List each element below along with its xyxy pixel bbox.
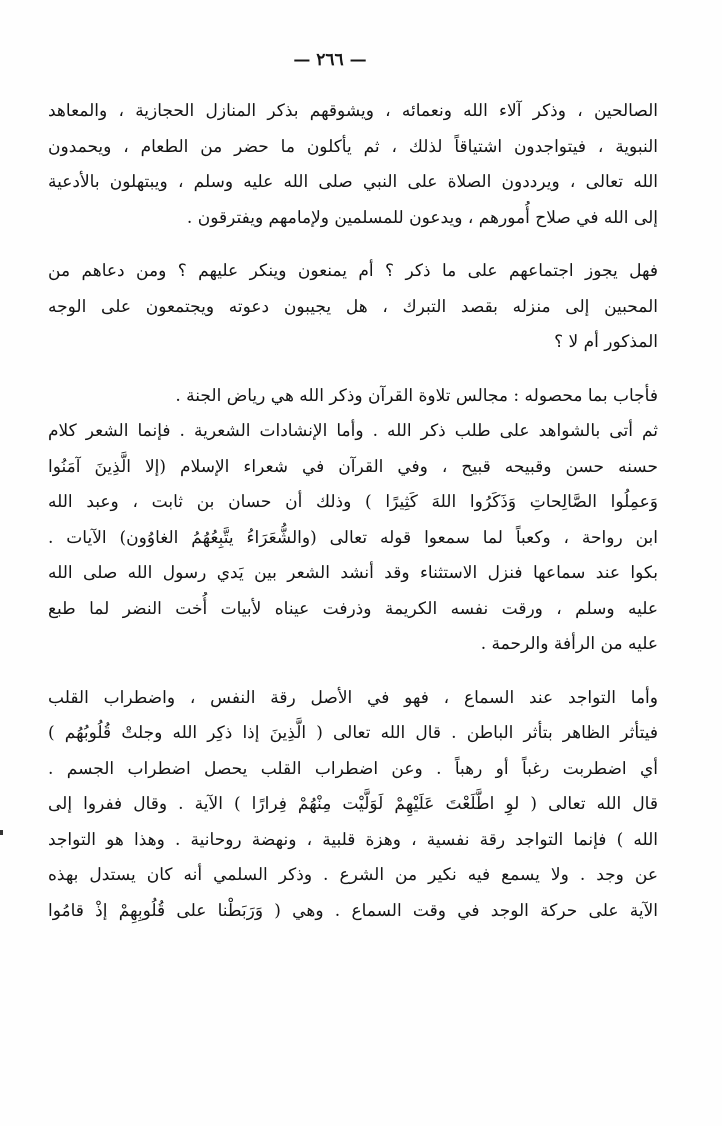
text-line: عليه وسلم ، ورقت نفسه الكريمة وذرفت عيناه لأبيات أُخت النضر لما طبع bbox=[48, 598, 658, 619]
text-line: إلى الله في صلاح أُمورهم ، ويدعون للمسلمين ولإمامهم ويفترقون . bbox=[186, 207, 658, 228]
paragraph bbox=[48, 254, 658, 361]
paragraph bbox=[48, 681, 658, 930]
text-line: الصالحين ، وذكر آلاء الله ونعمائه ، ويشوقهم بذكر المنازل الحجازية ، والمعاهد bbox=[48, 101, 658, 121]
paragraph bbox=[48, 94, 658, 236]
body-text bbox=[48, 94, 658, 929]
text-line: ثم أتى بالشواهد على طلب ذكر الله . وأما الإنشادات الشعرية . فإنما الشعر كلام bbox=[48, 421, 658, 441]
text-line: المذكور أم لا ؟ bbox=[554, 332, 658, 352]
paragraph bbox=[48, 379, 658, 663]
text-line: وأما التواجد عند السماع ، فهو في الأصل رقة النفس ، واضطراب القلب bbox=[48, 687, 658, 708]
text-line: عن وجد . ولا يسمع فيه نكير من الشرع . وذكر السلمي أنه كان يستدل بهذه bbox=[48, 865, 658, 885]
text-line: أي اضطربت رغباً أو رهباً . وعن اضطراب القلب يحصل اضطراب الجسم . bbox=[48, 758, 658, 779]
text-line: الآية على حركة الوجد في وقت السماع . وهي ( وَرَبَطْنا على قُلُوبِهِمْ إذْ قامُوا bbox=[48, 900, 658, 921]
text-line: فأجاب بما محصوله : مجالس تلاوة القرآن وذكر الله هي رياض الجنة . bbox=[175, 385, 658, 406]
text-line: المحبين إلى منزله بقصد التبرك ، هل يجيبون دعوته ويجتمعون على الوجه bbox=[48, 296, 658, 317]
text-line: الله تعالى ، ويرددون الصلاة على النبي صلى الله عليه وسلم ، ويبتهلون بالأدعية bbox=[48, 172, 658, 192]
text-line: النبوية ، فيتواجدون اشتياقاً لذلك ، ثم يأكلون ما حضر من الطعام ، ويحمدون bbox=[48, 136, 658, 157]
text-line: قال الله تعالى ( لوِ اطَّلَعْتَ عَلَيْهِمْ لَوَلَّيْت مِنْهُمْ فِرارًا ) الآية . وقال ففروا إلى bbox=[48, 794, 658, 814]
paragraph-gap bbox=[48, 361, 658, 379]
margin-mark bbox=[0, 830, 3, 835]
text-line: فهل يجوز اجتماعهم على ما ذكر ؟ أم يمنعون وينكر عليهم ؟ ومن دعاهم من bbox=[48, 261, 658, 281]
paragraph-gap bbox=[48, 236, 658, 254]
text-line: الله ) فإنما التواجد رقة نفسية ، وهزة قلبية ، ونهضة روحانية . وهذا هو التواجد bbox=[48, 829, 658, 850]
text-line: بكوا عند سماعها فنزل الاستثناء وقد أنشد الشعر بين يَدي رسول الله صلى الله bbox=[48, 563, 658, 583]
paragraph-gap bbox=[48, 663, 658, 681]
text-line: ابن رواحة ، وكعباً لما سمعوا قوله تعالى (والشُّعَرَاءُ يتَّبِعُهُمُ الغاوُون) الآيات . bbox=[48, 527, 658, 548]
page-number: — ٢٦٦ — bbox=[293, 50, 367, 70]
text-line: عليه من الرأفة والرحمة . bbox=[480, 634, 658, 654]
text-line: وَعمِلُوا الصَّالِحاتِ وَذَكَرُوا اللهَ كَثِيرًا ) وذلك أن حسان بن ثابت ، وعبد الله bbox=[48, 492, 658, 512]
text-line: فيتأثر الظاهر بتأثر الباطن . قال الله تعالى ( الَّذِينَ إذا ذكِر الله وجلتْ قُلُوبُهُم ) bbox=[48, 723, 658, 743]
text-line: حسنه حسن وقبيحه قبيح ، وفي القرآن في شعراء الإسلام (إلا الَّذِينَ آمَنُوا bbox=[48, 456, 658, 477]
